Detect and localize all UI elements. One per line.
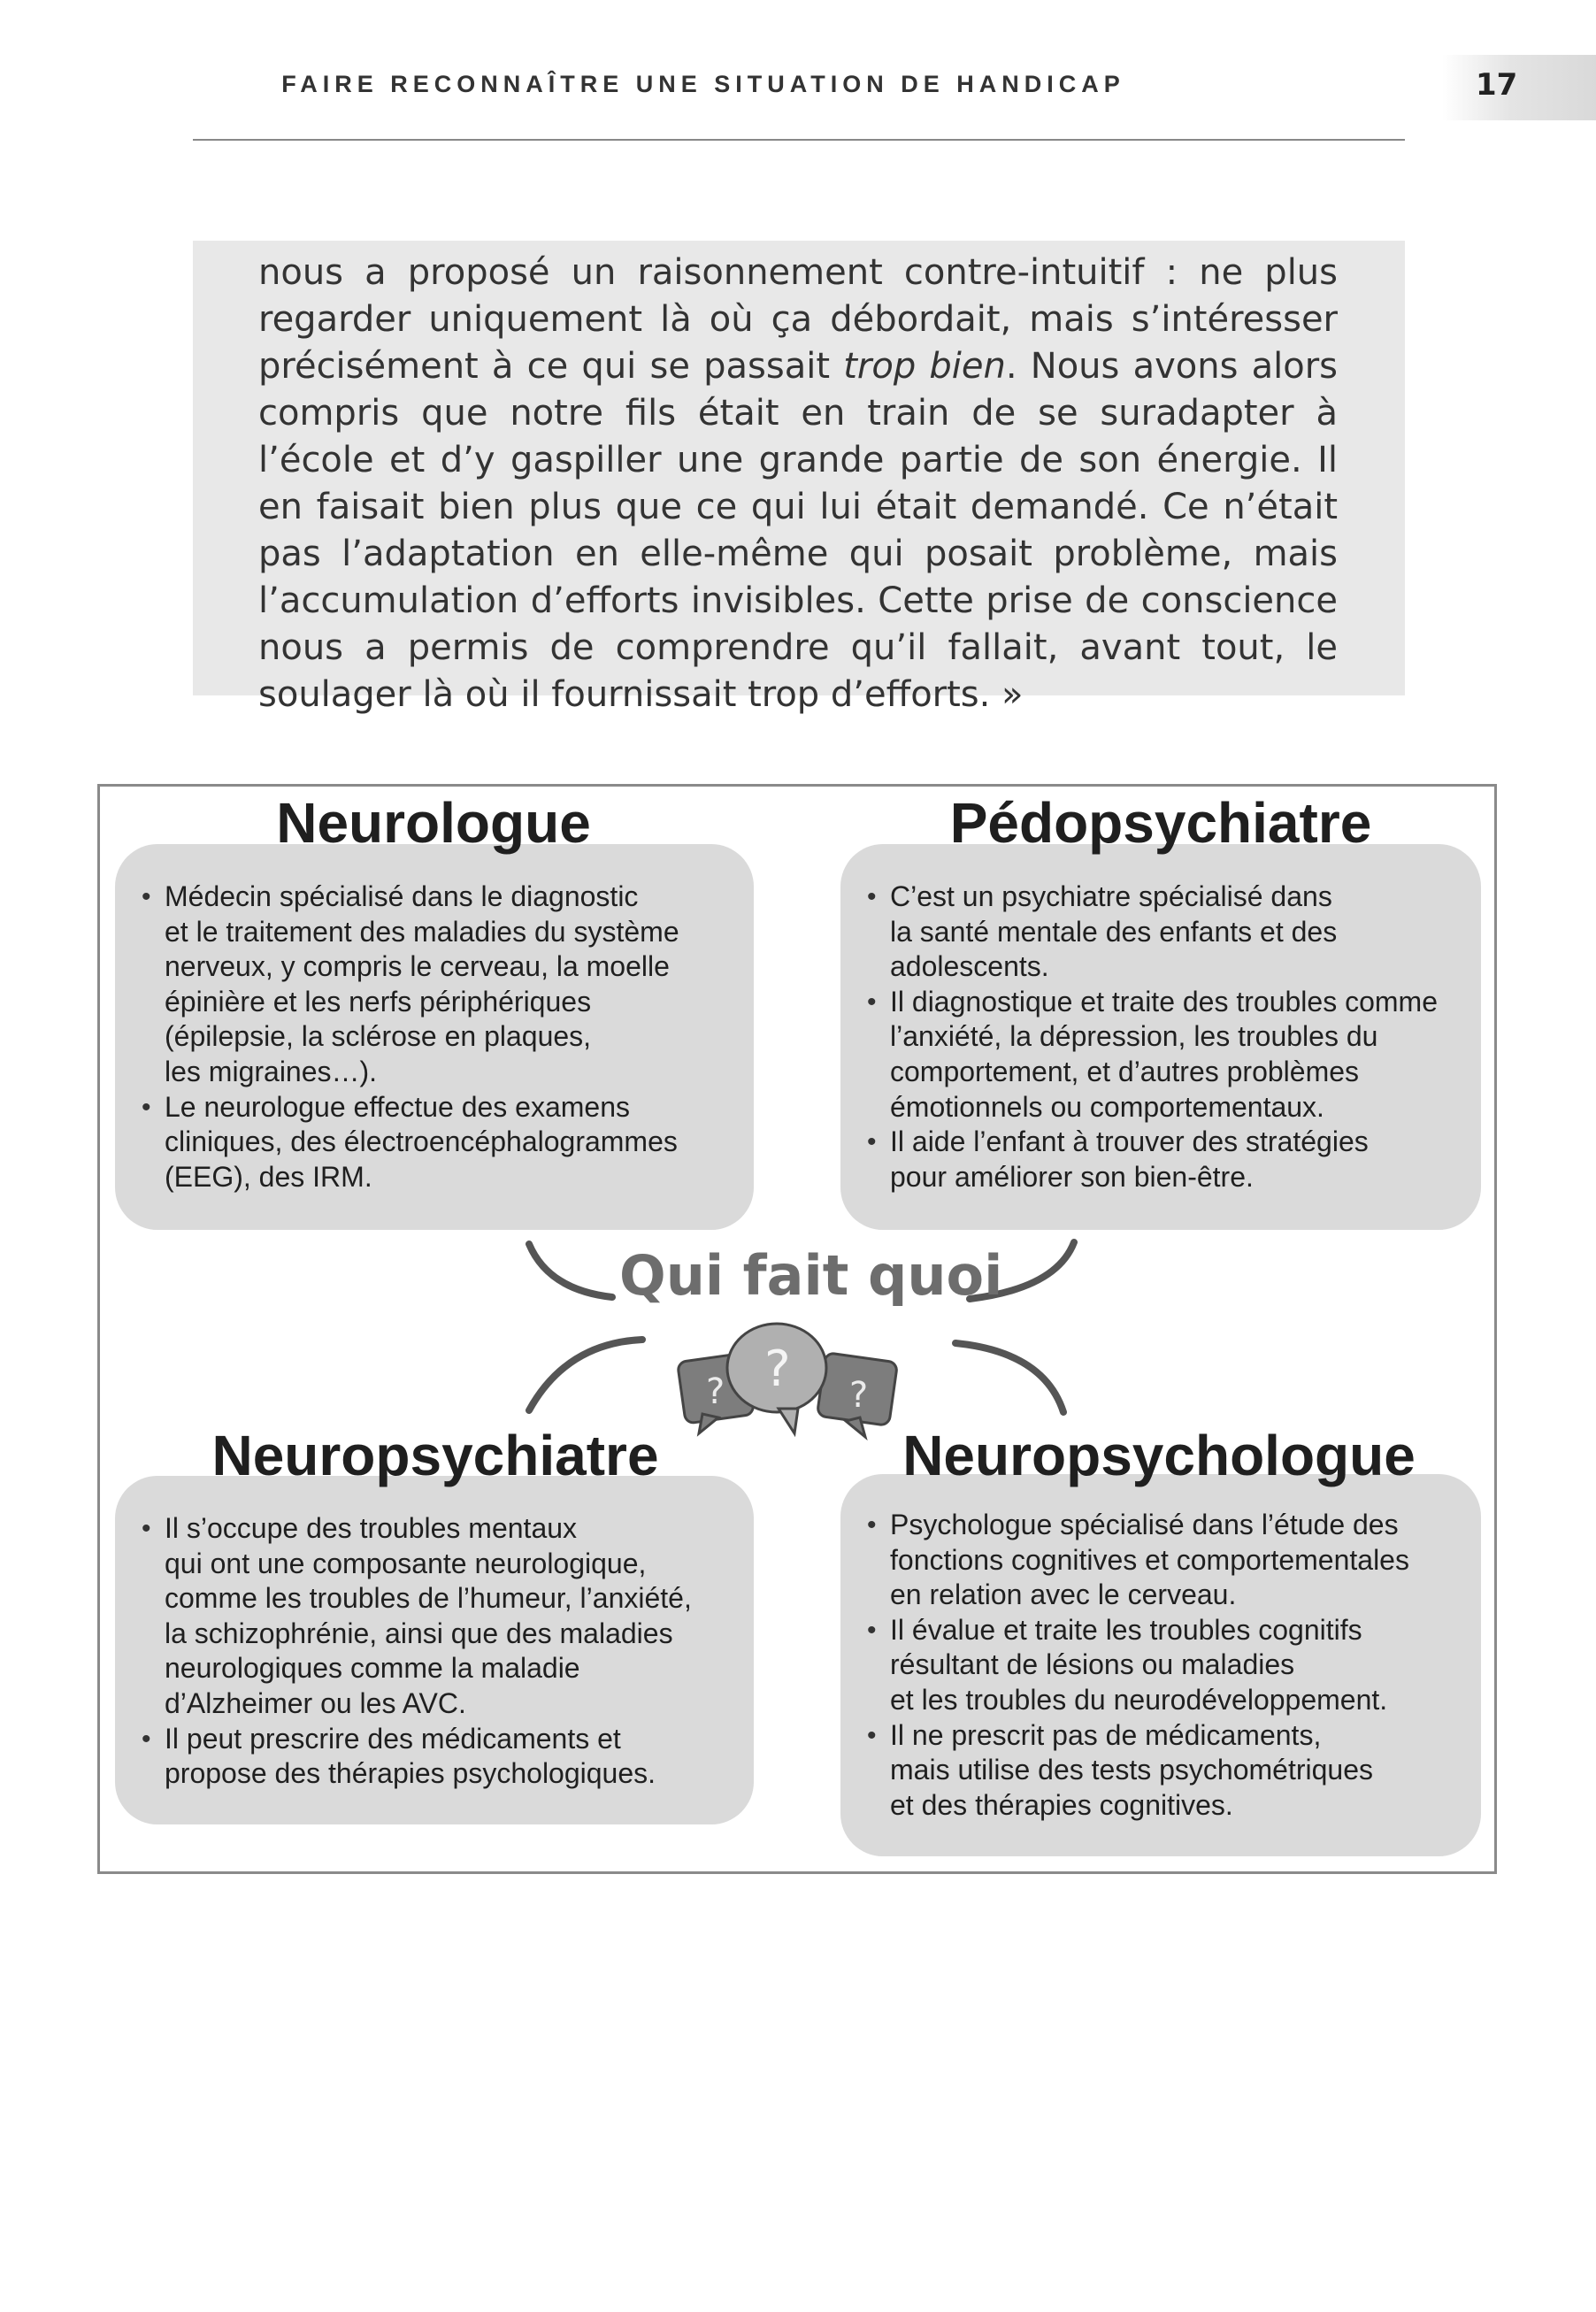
card-pedopsychiatre	[840, 844, 1481, 1230]
card-neuropsychiatre	[115, 1476, 754, 1824]
list-item: • Il aide l’enfant à trouver des stratégies pour améliorer son bien-être.	[840, 1125, 1477, 1194]
list-item: • C’est un psychiatre spécialisé dans la santé mentale des enfants et des adolescents.	[840, 879, 1477, 985]
list-item: • Psychologue spécialisé dans l’étude des fonctions cognitives et comportementales en relation avec le cerveau.	[840, 1508, 1477, 1613]
center-title: Qui fait quoi	[619, 1243, 1003, 1308]
card-neurologue	[115, 844, 754, 1230]
connector-arc-top-left	[529, 1244, 612, 1297]
page-number: 17	[1476, 67, 1518, 103]
quote-text	[258, 250, 1338, 718]
list-item: • Le neurologue effectue des examens cliniques, des électroencéphalogrammes (EEG), des IRM.	[115, 1090, 734, 1195]
card-title-neuropsychologue: Neuropsychologue	[902, 1424, 1416, 1487]
question-mark-center: ?	[764, 1340, 791, 1398]
list-item: • Il s’occupe des troubles mentaux qui ont une composante neurologique, comme les troubles de l’humeur, l’anxiété, la schizophrénie, ainsi que des maladies neurologiques comme la maladie d’Alzheimer ou les AVC.	[115, 1511, 752, 1722]
quote-text-italic: trop bien	[843, 346, 1006, 387]
question-mark-right: ?	[849, 1375, 869, 1416]
connector-arc-bottom-right	[955, 1343, 1063, 1412]
card-neuropsychologue	[840, 1474, 1481, 1856]
list-item: • Médecin spécialisé dans le diagnostic et le traitement des maladies du système nerveux, y compris le cerveau, la moelle épinière et les nerfs périphériques (épilepsie, la sclérose en plaques, les migraines…).	[115, 879, 734, 1090]
speech-bubbles-icon	[678, 1324, 898, 1437]
card-title-neurologue: Neurologue	[276, 791, 591, 855]
quote-text-end: . Nous avons alors compris que notre fils était en train de se suradapter à l’école et d’y gaspiller une grande partie de son énergie. Il en faisait bien plus que ce qui lui était demandé. Ce n’était pas l’adaptation en elle-même qui posait problème, mais l’accumulation d’efforts invisibles. Cette prise de conscience nous a permis de comprendre qu’il fallait, avant tout, le soulager là où il fournissait trop d’efforts. »	[258, 346, 1338, 715]
list-item: • Il diagnostique et traite des troubles comme l’anxiété, la dépression, les troubles du comportement, et d’autres problèmes émotionnels ou comportementaux.	[840, 985, 1477, 1125]
card-title-neuropsychiatre: Neuropsychiatre	[211, 1424, 659, 1487]
card-title-pedopsychiatre: Pédopsychiatre	[949, 791, 1372, 855]
connector-arc-bottom-left	[529, 1340, 642, 1410]
header-rule	[193, 139, 1405, 141]
card-neuropsychiatre-list	[115, 1511, 752, 1792]
running-head: FAIRE RECONNAÎTRE UNE SITUATION DE HANDICAP	[281, 71, 1125, 97]
list-item: • Il peut prescrire des médicaments et propose des thérapies psychologiques.	[115, 1722, 752, 1792]
card-neuropsychologue-list	[840, 1508, 1477, 1823]
list-item: • Il évalue et traite les troubles cognitifs résultant de lésions ou maladies et les troubles du neurodéveloppement.	[840, 1613, 1477, 1718]
quote-text-start: nous a proposé un raisonnement contre-intuitif : ne plus regarder uniquement là où ça débordait, mais s’intéresser précisément à ce qui se passait	[258, 252, 1338, 387]
card-pedopsychiatre-list	[840, 879, 1477, 1194]
card-neurologue-list	[115, 879, 734, 1194]
question-mark-left: ?	[706, 1371, 725, 1412]
list-item: • Il ne prescrit pas de médicaments, mais utilise des tests psychométriques et des thérapies cognitives.	[840, 1718, 1477, 1824]
